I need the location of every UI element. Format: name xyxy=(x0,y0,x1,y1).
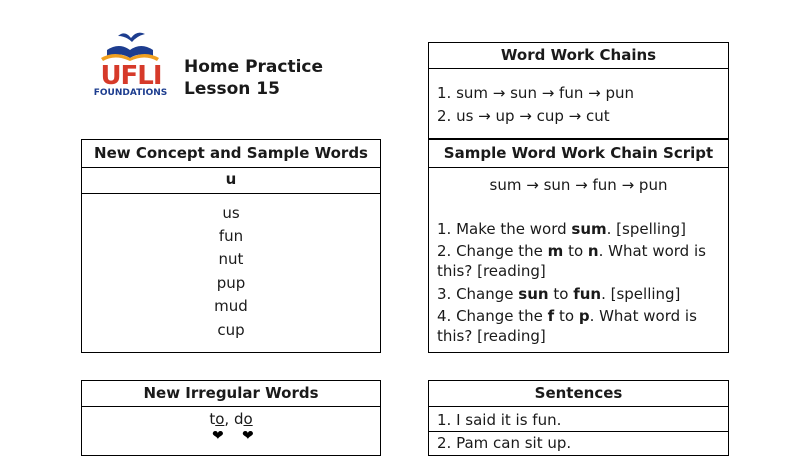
sample-word: nut xyxy=(218,250,244,268)
word-work-chains-title: Word Work Chains xyxy=(429,43,728,69)
script-step-2: 2. Change the m to n. What word is xyxy=(437,242,706,260)
concept-letter: u xyxy=(82,168,380,194)
ufli-logo xyxy=(93,28,168,103)
sample-word: us xyxy=(222,204,240,222)
word-work-chains-box xyxy=(428,42,729,139)
sample-word: fun xyxy=(218,227,244,245)
sentence-1: 1. I said it is fun. xyxy=(437,411,562,429)
new-concept-title: New Concept and Sample Words xyxy=(82,140,380,168)
irregular-words-box xyxy=(81,380,381,456)
sentences-box xyxy=(428,380,729,456)
chain-item-1: 1. sum → sun → fun → pun xyxy=(437,84,634,102)
logo-brand: UFLI xyxy=(100,61,162,91)
chain-script-title: Sample Word Work Chain Script xyxy=(429,140,728,168)
new-concept-box xyxy=(81,139,381,353)
sample-word: mud xyxy=(214,297,248,315)
irregular-word-do: do xyxy=(233,410,253,428)
irregular-words-list: to, do xyxy=(209,410,253,428)
script-step-3: 3. Change sun to fun. [spelling] xyxy=(437,285,681,303)
page-title xyxy=(184,56,323,100)
script-step-4-cont: this? [reading] xyxy=(437,327,546,345)
heart-icon: ❤ xyxy=(242,428,254,444)
logo-subtitle: FOUNDATIONS xyxy=(93,88,168,98)
sample-word: pup xyxy=(216,274,246,292)
irregular-word-to: to xyxy=(209,410,225,428)
sentence-divider xyxy=(429,431,728,432)
script-step-2-cont: this? [reading] xyxy=(437,262,546,280)
sentence-2: 2. Pam can sit up. xyxy=(437,434,572,452)
title-line1: Home Practice xyxy=(184,57,324,77)
script-step-1: 1. Make the word sum. [spelling] xyxy=(437,220,686,238)
irregular-words-title: New Irregular Words xyxy=(82,381,380,407)
chain-script-chain: sum → sun → fun → pun xyxy=(489,176,668,194)
script-step-4: 4. Change the f to p. What word is xyxy=(437,307,697,325)
chain-script-box xyxy=(428,139,729,353)
title-line2: Lesson 15 xyxy=(184,79,280,99)
heart-icon: ❤ xyxy=(212,428,224,444)
chain-item-2: 2. us → up → cup → cut xyxy=(437,107,610,125)
sample-word: cup xyxy=(217,321,245,339)
sentences-title: Sentences xyxy=(429,381,728,407)
